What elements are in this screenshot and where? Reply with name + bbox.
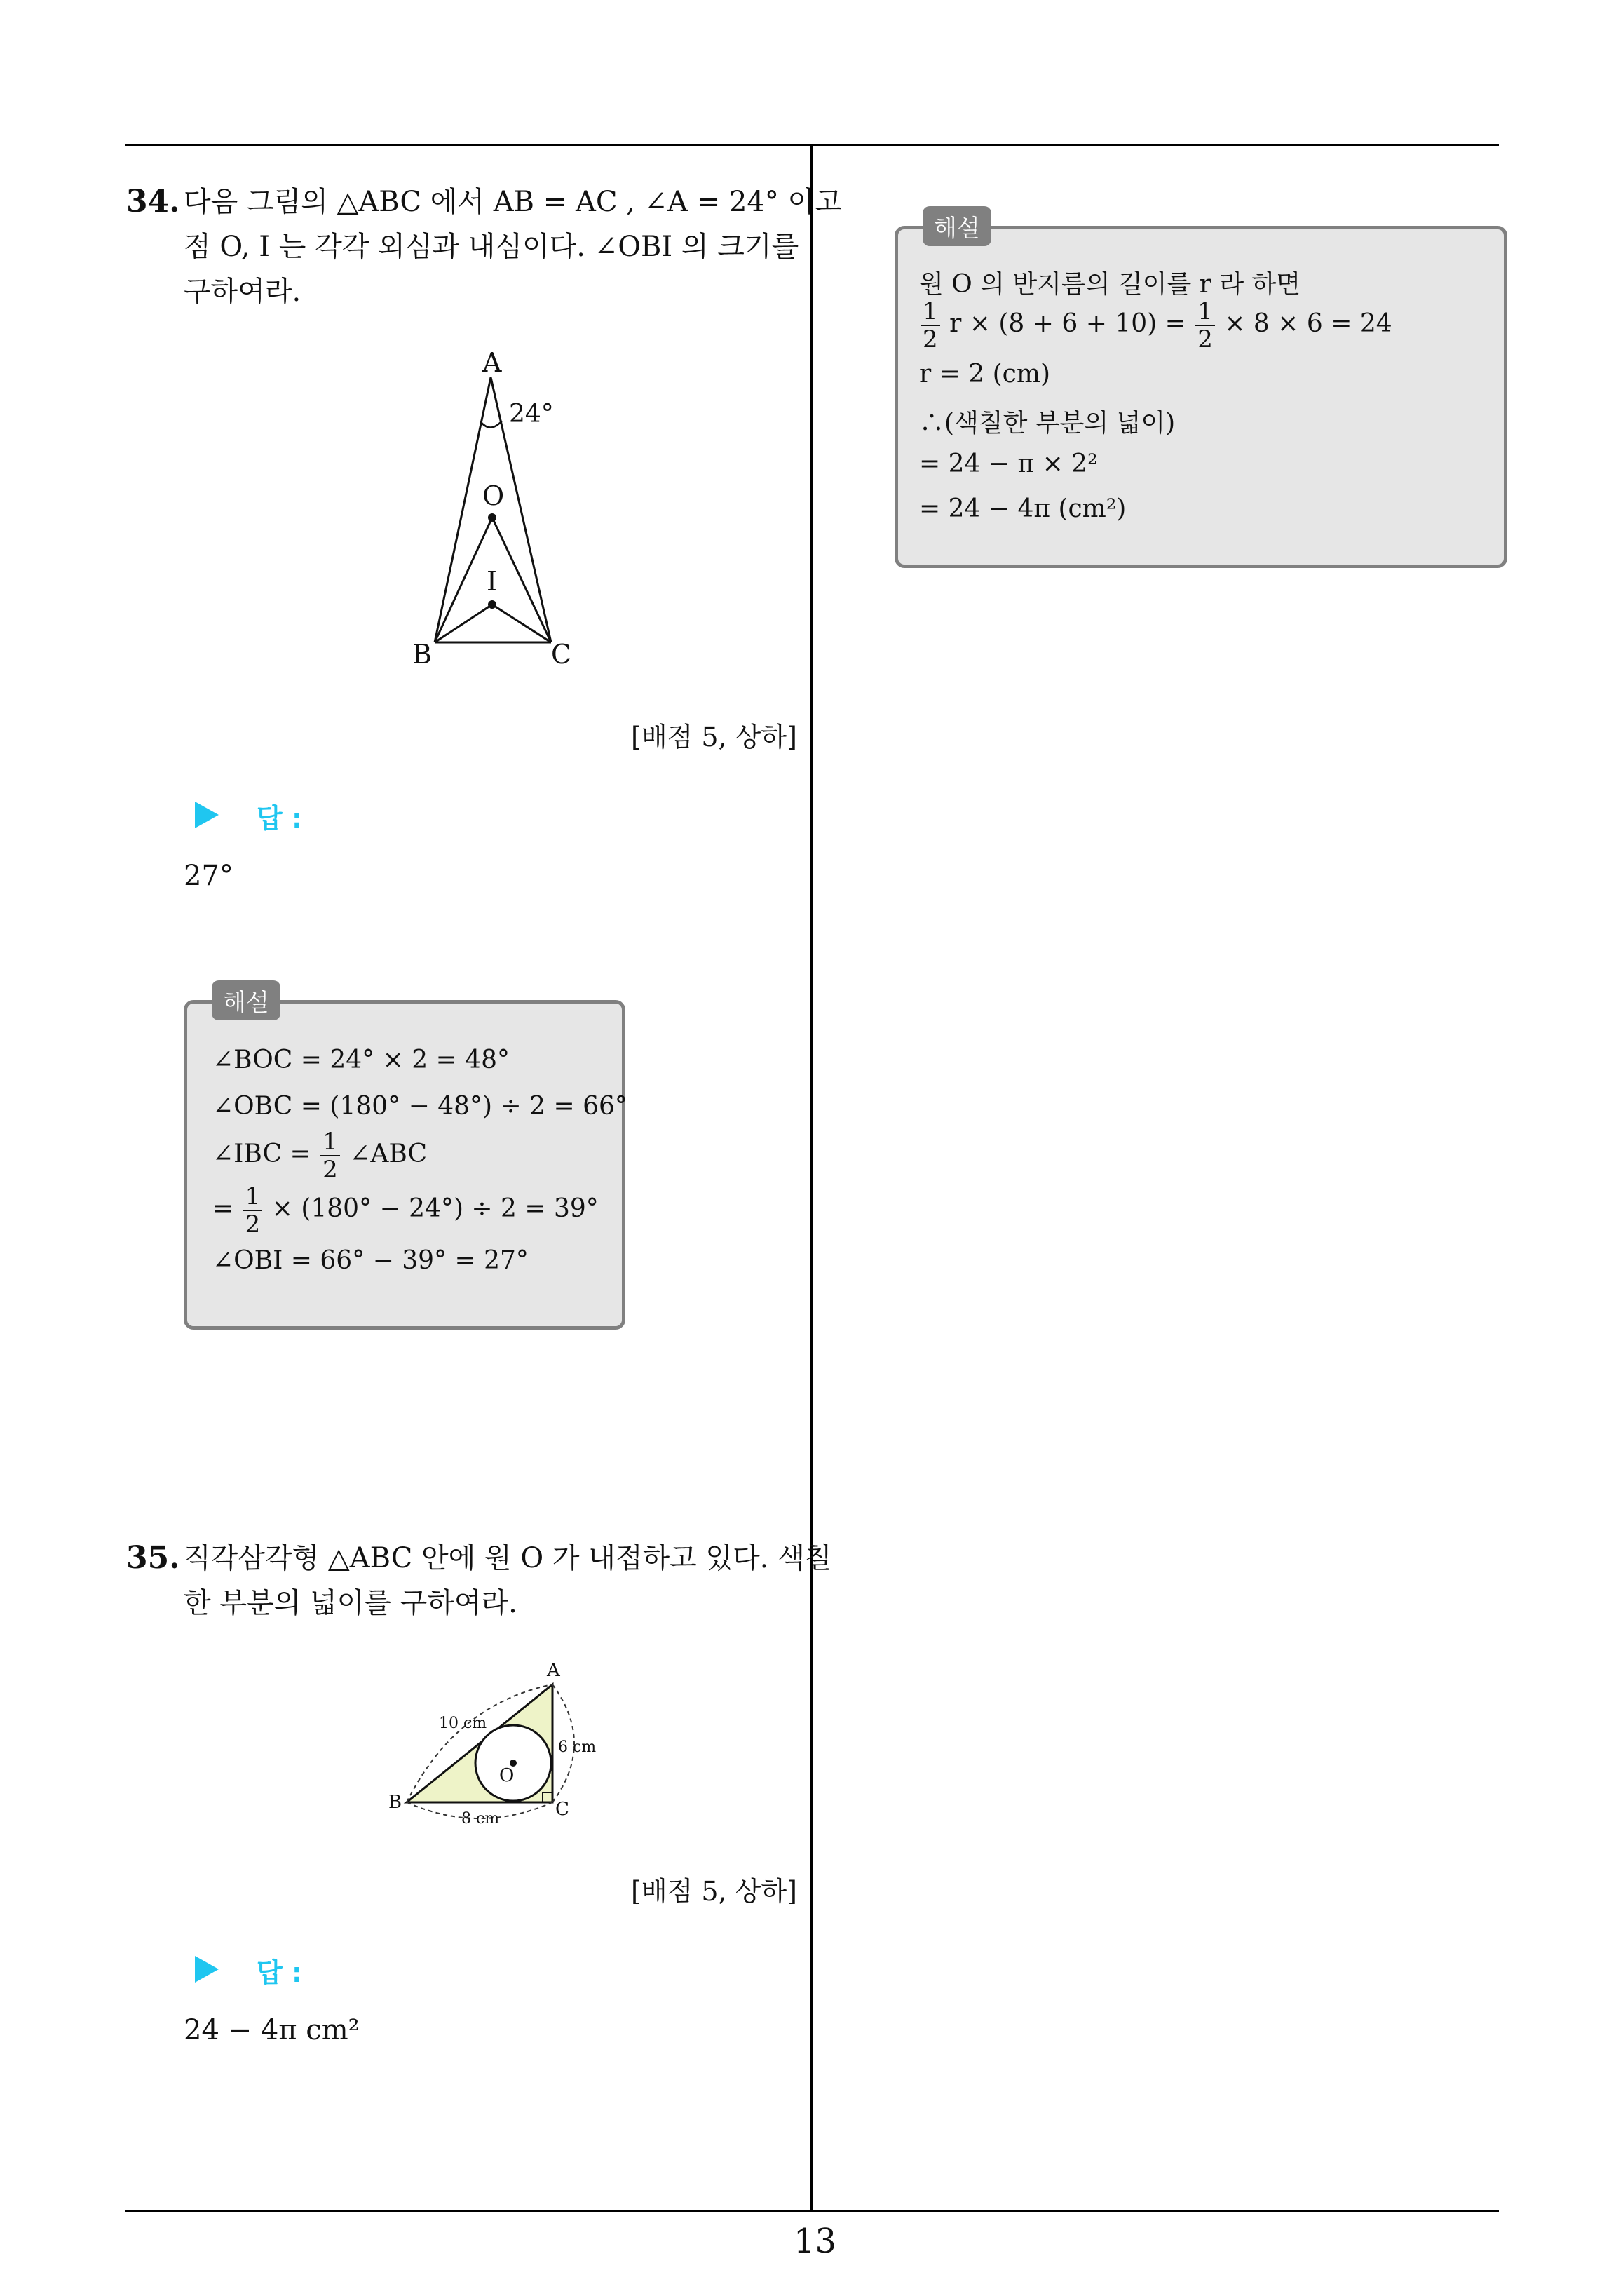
q34-sol4-num: 1 [243,1184,263,1211]
q35-right-triangle-figure [379,1655,617,1830]
q35-solution-line-1: 원 O 의 반지름의 길이를 r 라 하면 [919,270,1301,299]
q34-solution-tab: 해설 [212,980,280,1020]
q34-solution-line-3 [212,1130,427,1182]
q34-sol3-fraction [320,1130,340,1182]
q34-solution-box [184,1000,625,1330]
question-34-line-2: 점 O, I 는 각각 외심과 내심이다. ∠OBI 의 크기를 [184,231,799,263]
q35-solution-line-2 [919,299,1392,351]
q35-solution-line-4: ∴(색칠한 부분의 넓이) [919,409,1176,438]
q34-answer-arrow-icon [195,802,219,828]
q35-solution-line-6: = 24 − 4π (cm²) [919,494,1127,523]
q35-sol2-den: 2 [923,325,938,353]
q35-label-c: C [555,1799,569,1820]
question-35-line-1: 직각삼각형 △ABC 안에 원 O 가 내접하고 있다. 색칠 [184,1542,832,1574]
q34-answer-label: 답 : [257,803,303,834]
question-35-number: 35. [126,1540,180,1576]
q35-sol2-num: 1 [921,299,940,326]
q34-label-i: I [487,566,498,597]
q35-label-bc: 8 cm [461,1810,500,1828]
q34-sol4-fraction [243,1184,263,1236]
q34-solution-line-4 [212,1184,599,1236]
q35-score: [배점 5, 상하] [631,1876,797,1907]
q34-label-a: A [482,347,502,378]
q34-sol3-num: 1 [320,1130,340,1156]
page-number: 13 [794,2222,837,2261]
q35-sol2-fraction-1 [921,299,940,351]
q35-answer-label: 답 : [257,1957,303,1988]
question-34-line-3: 구하여라. [184,276,301,308]
q34-solution-line-1: ∠BOC = 24° × 2 = 48° [212,1046,510,1074]
q34-label-angle: 24° [509,400,554,428]
q35-label-ac: 6 cm [558,1738,597,1756]
q34-sol4-den: 2 [245,1210,261,1238]
question-34-line-1: 다음 그림의 △ABC 에서 AB = AC , ∠A = 24° 이고 [184,186,842,218]
q34-sol4-pre: = [212,1194,234,1223]
q35-solution-tab: 해설 [923,206,991,246]
column-divider [810,144,813,2211]
q34-answer: 27° [184,860,233,892]
q35-label-o: O [499,1765,515,1786]
q34-score: [배점 5, 상하] [631,722,797,752]
q35-answer-arrow-icon [195,1956,219,1983]
q35-sol2-den2: 2 [1197,325,1213,353]
q34-sol3-pre: ∠IBC = [212,1140,311,1168]
q35-solution-box [895,226,1507,568]
q35-sol2-post: × 8 × 6 = 24 [1224,309,1392,338]
q34-sol3-post: ∠ABC [349,1140,428,1168]
q34-label-c: C [551,639,572,670]
q35-sol2-fraction-2 [1195,299,1215,351]
q34-solution-line-2: ∠OBC = (180° − 48°) ÷ 2 = 66° [212,1092,627,1121]
q34-triangle-figure [393,344,617,680]
q35-solution-line-3: r = 2 (cm) [919,360,1050,389]
q35-sol2-num2: 1 [1195,299,1215,326]
q35-answer: 24 − 4π cm² [184,2014,360,2046]
q34-label-b: B [412,639,432,670]
question-34-number: 34. [126,184,180,220]
q35-label-ab: 10 cm [439,1715,487,1732]
q35-sol2-mid: r × (8 + 6 + 10) = [949,309,1186,338]
q34-label-o: O [482,480,505,511]
q35-label-a: A [547,1660,560,1681]
q34-sol3-den: 2 [322,1156,338,1184]
bottom-rule [125,2210,1499,2212]
question-35-line-2: 한 부분의 넓이를 구하여라. [184,1587,517,1619]
q34-sol4-post: × (180° − 24°) ÷ 2 = 39° [271,1194,599,1223]
q35-solution-line-5: = 24 − π × 2² [919,450,1098,478]
q35-label-b: B [388,1792,402,1813]
q34-solution-line-5: ∠OBI = 66° − 39° = 27° [212,1246,529,1275]
